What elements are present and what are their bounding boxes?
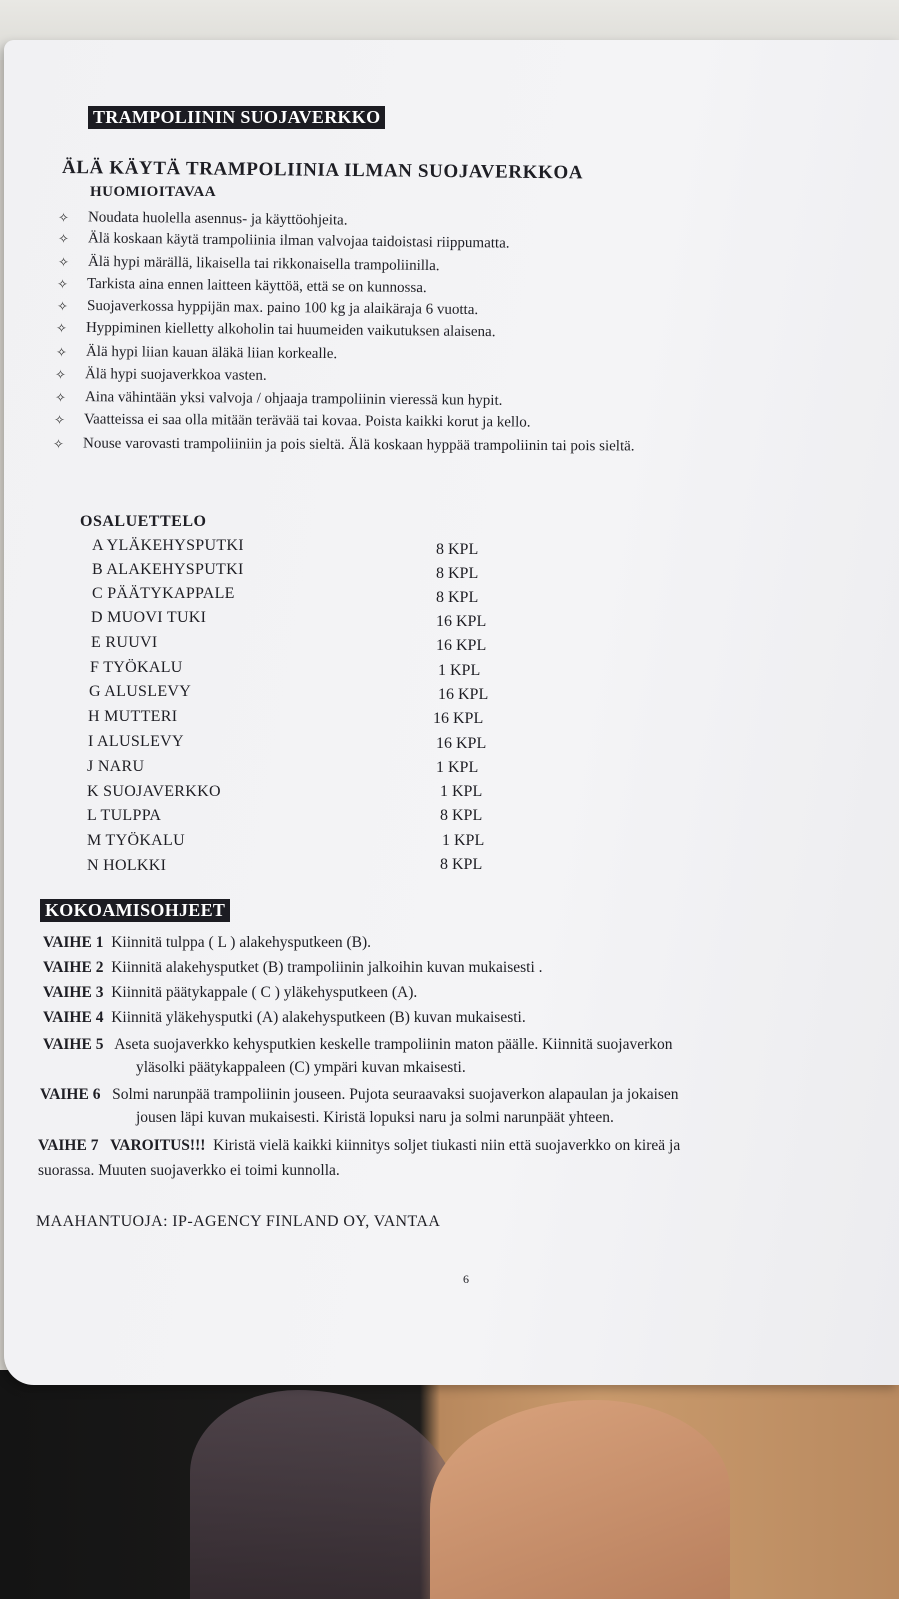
four-point-star-icon: ✧: [55, 344, 67, 360]
section-heading-netting: TRAMPOLIININ SUOJAVERKKO: [88, 106, 385, 129]
assembly-step: VAIHE 6 Solmi narunpää trampoliinin jouseen. Pujota seuraavaksi suojaverkon alapaulan ja jokaisen: [40, 1086, 679, 1103]
part-quantity: 1 KPL: [438, 662, 481, 679]
part-quantity: 8 KPL: [436, 565, 479, 582]
section-heading-assembly: KOKOAMISOHJEET: [40, 899, 230, 922]
assembly-step-continued: yläsolki päätykappaleen (C) ympäri kuvan mkaisesti.: [136, 1059, 466, 1076]
part-name: E RUUVI: [91, 634, 158, 651]
part-name: G ALUSLEVY: [89, 683, 192, 700]
assembly-step-continued: jousen läpi kuvan mukaisesti. Kiristä lopuksi naru ja solmi narunpäät yhteen.: [136, 1109, 614, 1126]
part-quantity: 8 KPL: [436, 541, 479, 558]
part-quantity: 8 KPL: [440, 856, 483, 873]
assembly-step: VAIHE 3 Kiinnitä päätykappale ( C ) yläkehysputkeen (A).: [43, 984, 418, 1001]
warning-emphasis: VAROITUS!!!: [110, 1137, 206, 1154]
four-point-star-icon: ✧: [54, 366, 66, 383]
part-name: J NARU: [87, 758, 145, 775]
part-name: N HOLKKI: [87, 857, 167, 874]
part-name: D MUOVI TUKI: [91, 609, 207, 626]
list-item: ✧ Nouse varovasti trampoliiniin ja pois sieltä. Älä koskaan hyppää trampoliinin tai pois sieltä.: [52, 435, 635, 455]
list-item: ✧ Älä hypi suojaverkkoa vasten.: [54, 366, 267, 384]
list-item: ✧ Tarkista aina ennen laitteen käyttöä, että se on kunnossa.: [56, 275, 427, 297]
part-name: K SUOJAVERKKO: [87, 783, 221, 800]
part-quantity: 16 KPL: [436, 637, 487, 654]
assembly-step: VAIHE 7 VAROITUS!!! Kiristä vielä kaikki kiinnitys soljet tiukasti niin että suojaverkko on kireä ja: [38, 1137, 681, 1154]
four-point-star-icon: ✧: [56, 298, 68, 314]
assembly-step: VAIHE 4 Kiinnitä yläkehysputki (A) alakehysputkeen (B) kuvan mukaisesti.: [43, 1009, 526, 1026]
step-label: VAIHE 3: [43, 984, 104, 1001]
part-quantity: 16 KPL: [436, 735, 487, 752]
part-quantity: 1 KPL: [440, 783, 483, 800]
part-name: C PÄÄTYKAPPALE: [92, 585, 235, 602]
part-quantity: 16 KPL: [438, 686, 489, 703]
step-label: VAIHE 6: [40, 1086, 101, 1103]
part-name: I ALUSLEVY: [88, 733, 184, 750]
list-item: ✧ Älä hypi märällä, likaisella tai rikkonaisella trampoliinilla.: [57, 253, 440, 275]
step-label: VAIHE 1: [43, 934, 104, 951]
four-point-star-icon: ✧: [54, 389, 66, 406]
four-point-star-icon: ✧: [57, 210, 70, 226]
list-item: ✧ Noudata huolella asennus- ja käyttöohjeita.: [57, 209, 348, 229]
notes-title: HUOMIOITAVAA: [90, 184, 217, 200]
step-label: VAIHE 2: [43, 959, 104, 976]
part-name: L TULPPA: [87, 807, 162, 824]
list-item: ✧ Älä hypi liian kauan äläkä liian korkealle.: [55, 343, 338, 363]
part-name: A YLÄKEHYSPUTKI: [92, 537, 244, 554]
four-point-star-icon: ✧: [55, 320, 67, 336]
part-quantity: 16 KPL: [433, 710, 484, 727]
step-label: VAIHE 5: [43, 1036, 104, 1053]
assembly-step: VAIHE 2 Kiinnitä alakehysputket (B) trampoliinin jalkoihin kuvan mukaisesti .: [43, 959, 543, 976]
assembly-step: VAIHE 1 Kiinnitä tulppa ( L ) alakehysputkeen (B).: [43, 934, 372, 951]
four-point-star-icon: ✧: [57, 231, 70, 247]
list-item: ✧ Vaatteissa ei saa olla mitään terävää tai kovaa. Poista kaikki korut ja kello.: [53, 411, 531, 431]
assembly-step: VAIHE 5 Aseta suojaverkko kehysputkien keskelle trampoliinin maton päälle. Kiinnitä suojaverkon: [43, 1036, 673, 1053]
four-point-star-icon: ✧: [52, 436, 64, 452]
step-label: VAIHE 4: [43, 1009, 104, 1026]
page-number: 6: [463, 1272, 469, 1286]
part-quantity: 1 KPL: [436, 759, 479, 776]
warning-title: ÄLÄ KÄYTÄ TRAMPOLIINIA ILMAN SUOJAVERKKOA: [61, 157, 584, 184]
parts-list-title: OSALUETTELO: [80, 513, 207, 530]
step-label: VAIHE 7: [38, 1137, 99, 1154]
list-item: ✧ Hyppiminen kielletty alkoholin tai huumeiden vaikutuksen alaisena.: [55, 319, 496, 341]
part-name: M TYÖKALU: [87, 832, 185, 849]
part-name: F TYÖKALU: [90, 659, 183, 676]
part-name: B ALAKEHYSPUTKI: [92, 561, 244, 578]
list-item: ✧ Aina vähintään yksi valvoja / ohjaaja trampoliinin vieressä kun hypit.: [54, 389, 503, 409]
part-quantity: 8 KPL: [440, 807, 483, 824]
part-name: H MUTTERI: [88, 708, 178, 725]
four-point-star-icon: ✧: [57, 254, 70, 270]
four-point-star-icon: ✧: [56, 276, 69, 292]
part-quantity: 1 KPL: [442, 832, 485, 849]
list-item: ✧ Älä koskaan käytä trampoliinia ilman valvojaa taidoistasi riippumatta.: [57, 230, 510, 252]
assembly-step-continued: suorassa. Muuten suojaverkko ei toimi kunnolla.: [38, 1162, 340, 1179]
part-quantity: 8 KPL: [436, 589, 479, 606]
importer-info: MAAHANTUOJA: IP-AGENCY FINLAND OY, VANTAA: [36, 1213, 441, 1230]
four-point-star-icon: ✧: [53, 412, 65, 428]
list-item: ✧ Suojaverkossa hyppijän max. paino 100 kg ja alaikäraja 6 vuotta.: [56, 297, 479, 319]
part-quantity: 16 KPL: [436, 613, 487, 630]
